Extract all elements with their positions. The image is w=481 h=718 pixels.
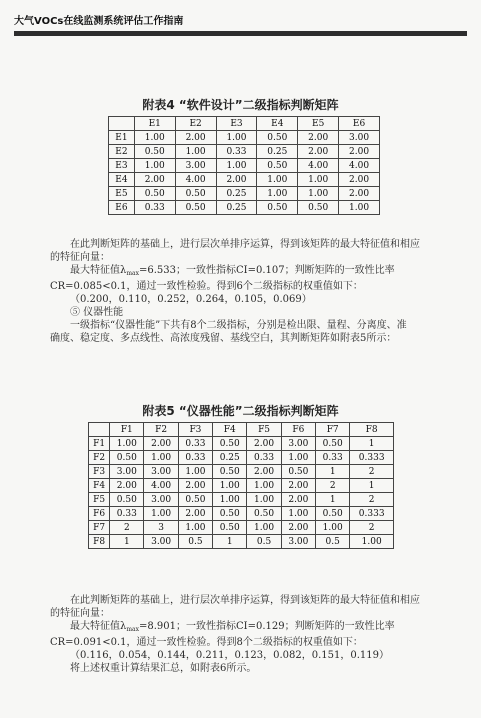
table-cell: 0.50: [257, 201, 298, 215]
table-cell: 1.00: [213, 493, 247, 507]
table-cell: 4.00: [175, 173, 216, 187]
table-cell: 2.00: [281, 479, 315, 493]
table-cell: 0.33: [110, 507, 144, 521]
table-row: [89, 535, 394, 549]
table-cell: 0.50: [110, 451, 144, 465]
table-cell: 1: [350, 437, 394, 451]
table-cell: 3.00: [144, 535, 178, 549]
table-cell: 0.33: [316, 451, 350, 465]
table-cell: 2.00: [247, 465, 281, 479]
table-cell: 0.50: [298, 201, 339, 215]
column-header: E4: [257, 117, 298, 131]
table-cell: 0.50: [110, 493, 144, 507]
table-cell: 2.00: [175, 131, 216, 145]
table-cell: 1.00: [298, 187, 339, 201]
column-header: [89, 423, 110, 437]
para1-line: 确度、稳定度、多点线性、高浓度残留、基线空白，其判断矩阵如附表5所示：: [50, 333, 397, 344]
table-cell: 1.00: [144, 507, 178, 521]
row-header: E4: [109, 173, 135, 187]
column-header: E1: [134, 117, 175, 131]
header-rule: [14, 31, 467, 36]
table-cell: 1.00: [216, 159, 257, 173]
table-cell: 1.00: [178, 465, 212, 479]
table-cell: 0.25: [216, 201, 257, 215]
row-header: E6: [109, 201, 135, 215]
column-header: E3: [216, 117, 257, 131]
table-cell: 2.00: [298, 131, 339, 145]
para1-weights: （0.200，0.110，0.252，0.264，0.105，0.069）: [70, 294, 312, 305]
para2-eigen-line: 最大特征值$\lambda_{max}=8.901$；一致性指标CI=0.129；判断矩阵的一致性比率: [70, 621, 395, 633]
table-cell: 2.00: [144, 437, 178, 451]
table-cell: 0.50: [316, 437, 350, 451]
table-row: [109, 131, 380, 145]
table-cell: 2.00: [339, 187, 380, 201]
para1-line: 的特征向量：: [50, 252, 110, 263]
row-header: F2: [89, 451, 110, 465]
table-cell: 3.00: [175, 159, 216, 173]
table-cell: 3: [144, 521, 178, 535]
table4-matrix: [108, 116, 380, 215]
table-cell: 0.25: [216, 187, 257, 201]
paragraph-1: [50, 238, 450, 345]
table-cell: 0.25: [213, 451, 247, 465]
table-cell: 0.50: [175, 201, 216, 215]
column-header: F6: [281, 423, 315, 437]
table-cell: 1.00: [350, 535, 394, 549]
table-row: [89, 521, 394, 535]
table-cell: 1: [110, 535, 144, 549]
row-header: F8: [89, 535, 110, 549]
table-row: [89, 451, 394, 465]
table-cell: 1.00: [247, 521, 281, 535]
row-header: E1: [109, 131, 135, 145]
para1-eigen-line: 最大特征值$\lambda_{max}=6.533$；一致性指标CI=0.107；判断矩阵的一致性比率: [70, 265, 395, 277]
para1-line: CR=0.085<0.1，通过一致性检验。得到6个二级指标的权重值如下：: [50, 281, 363, 292]
table-cell: 0.50: [316, 507, 350, 521]
table-row: [89, 437, 394, 451]
table-cell: 1: [316, 493, 350, 507]
table-cell: 2.00: [247, 437, 281, 451]
column-header: E2: [175, 117, 216, 131]
table-cell: 3.00: [339, 131, 380, 145]
table-cell: 0.33: [134, 201, 175, 215]
table-row: [109, 145, 380, 159]
table-cell: 2: [350, 465, 394, 479]
table-cell: 3.00: [281, 437, 315, 451]
paragraph-2: [50, 594, 450, 675]
para2-weights: （0.116，0.054，0.144，0.211，0.123，0.082，0.151，0.119）: [70, 650, 390, 661]
table-cell: 0.50: [257, 159, 298, 173]
table-cell: 1.00: [298, 173, 339, 187]
table-cell: 1.00: [281, 507, 315, 521]
table-cell: 1.00: [144, 451, 178, 465]
table-cell: 4.00: [339, 159, 380, 173]
table-cell: 1.00: [175, 145, 216, 159]
table-cell: 3.00: [144, 493, 178, 507]
table-cell: 0.33: [247, 451, 281, 465]
column-header: F4: [213, 423, 247, 437]
column-header: F7: [316, 423, 350, 437]
section-heading: ⑤ 仪器性能: [70, 307, 124, 318]
row-header: F7: [89, 521, 110, 535]
row-header: F6: [89, 507, 110, 521]
table-cell: 1: [350, 479, 394, 493]
table-cell: 2.00: [134, 173, 175, 187]
column-header: F3: [178, 423, 212, 437]
running-header: 大气VOCs在线监测系统评估工作指南: [14, 16, 184, 27]
table-cell: 3.00: [281, 535, 315, 549]
table-cell: 0.25: [257, 145, 298, 159]
table-cell: 1.00: [339, 201, 380, 215]
table-cell: 0.33: [178, 451, 212, 465]
table-cell: 0.33: [178, 437, 212, 451]
table-cell: 0.50: [257, 131, 298, 145]
table4-caption: 附表4 “软件设计”二级指标判断矩阵: [142, 98, 339, 112]
table-cell: 2: [316, 479, 350, 493]
table5-matrix: [88, 422, 394, 549]
table-cell: 0.333: [350, 451, 394, 465]
table-cell: 2: [110, 521, 144, 535]
para2-line: 在此判断矩阵的基础上，进行层次单排序运算，得到该矩阵的最大特征值和相应: [70, 595, 420, 606]
para2-line: CR=0.091<0.1，通过一致性检验。得到8个二级指标的权重值如下：: [50, 637, 363, 648]
table-cell: 1.00: [134, 159, 175, 173]
table-cell: 1.00: [134, 131, 175, 145]
row-header: E3: [109, 159, 135, 173]
table-cell: 2.00: [178, 479, 212, 493]
table-row: [89, 493, 394, 507]
table-cell: 2.00: [281, 493, 315, 507]
table-row: [89, 507, 394, 521]
row-header: F3: [89, 465, 110, 479]
table-cell: 0.50: [213, 465, 247, 479]
column-header: F2: [144, 423, 178, 437]
table-cell: 4.00: [144, 479, 178, 493]
table-row: [89, 465, 394, 479]
table-cell: 1.00: [247, 493, 281, 507]
table-cell: 0.50: [213, 437, 247, 451]
table-cell: 1.00: [257, 173, 298, 187]
table-cell: 1.00: [178, 521, 212, 535]
row-header: E5: [109, 187, 135, 201]
table-cell: 0.50: [134, 187, 175, 201]
table-cell: 3.00: [144, 465, 178, 479]
table-cell: 4.00: [298, 159, 339, 173]
para1-line: 一级指标“仪器性能”下共有8个二级指标，分别是检出限、量程、分离度、准: [70, 320, 407, 331]
table5-caption: 附表5 “仪器性能”二级指标判断矩阵: [142, 404, 339, 418]
para2-line: 的特征向量：: [50, 608, 110, 619]
table-cell: 2.00: [339, 173, 380, 187]
table-cell: 1.00: [247, 479, 281, 493]
table-cell: 2.00: [339, 145, 380, 159]
table-cell: 3.00: [110, 465, 144, 479]
table-cell: 2.00: [216, 173, 257, 187]
table-cell: 0.50: [175, 187, 216, 201]
table-cell: 2: [350, 493, 394, 507]
table-cell: 0.50: [134, 145, 175, 159]
row-header: E2: [109, 145, 135, 159]
header-row: [89, 423, 394, 437]
table-cell: 1.00: [216, 131, 257, 145]
table-cell: 1.00: [110, 437, 144, 451]
column-header: E6: [339, 117, 380, 131]
table-cell: 0.5: [178, 535, 212, 549]
table-cell: 1.00: [316, 521, 350, 535]
table-row: [89, 479, 394, 493]
row-header: F5: [89, 493, 110, 507]
row-header: F1: [89, 437, 110, 451]
table-cell: 2.00: [298, 145, 339, 159]
table-cell: 0.5: [247, 535, 281, 549]
table-cell: 0.5: [316, 535, 350, 549]
table-cell: 0.50: [213, 521, 247, 535]
table-cell: 1: [316, 465, 350, 479]
table-cell: 0.50: [178, 493, 212, 507]
table-cell: 2.00: [281, 521, 315, 535]
table-cell: 0.33: [216, 145, 257, 159]
column-header: [109, 117, 135, 131]
para2-line: 将上述权重计算结果汇总，如附表6所示。: [70, 663, 257, 674]
table-cell: 0.50: [281, 465, 315, 479]
para1-line: 在此判断矩阵的基础上，进行层次单排序运算，得到该矩阵的最大特征值和相应: [70, 239, 420, 250]
column-header: F5: [247, 423, 281, 437]
table-row: [109, 187, 380, 201]
table-cell: 1.00: [257, 187, 298, 201]
column-header: F1: [110, 423, 144, 437]
table-cell: 0.50: [247, 507, 281, 521]
row-header: F4: [89, 479, 110, 493]
table-cell: 1.00: [213, 479, 247, 493]
table-row: [109, 159, 380, 173]
table-cell: 0.50: [213, 507, 247, 521]
table-cell: 2: [350, 521, 394, 535]
table-cell: 0.333: [350, 507, 394, 521]
table-cell: 1: [213, 535, 247, 549]
table-cell: 2.00: [110, 479, 144, 493]
table-row: [109, 201, 380, 215]
table-cell: 2.00: [178, 507, 212, 521]
header-row: [109, 117, 380, 131]
table-cell: 1.00: [281, 451, 315, 465]
table-row: [109, 173, 380, 187]
column-header: E5: [298, 117, 339, 131]
column-header: F8: [350, 423, 394, 437]
